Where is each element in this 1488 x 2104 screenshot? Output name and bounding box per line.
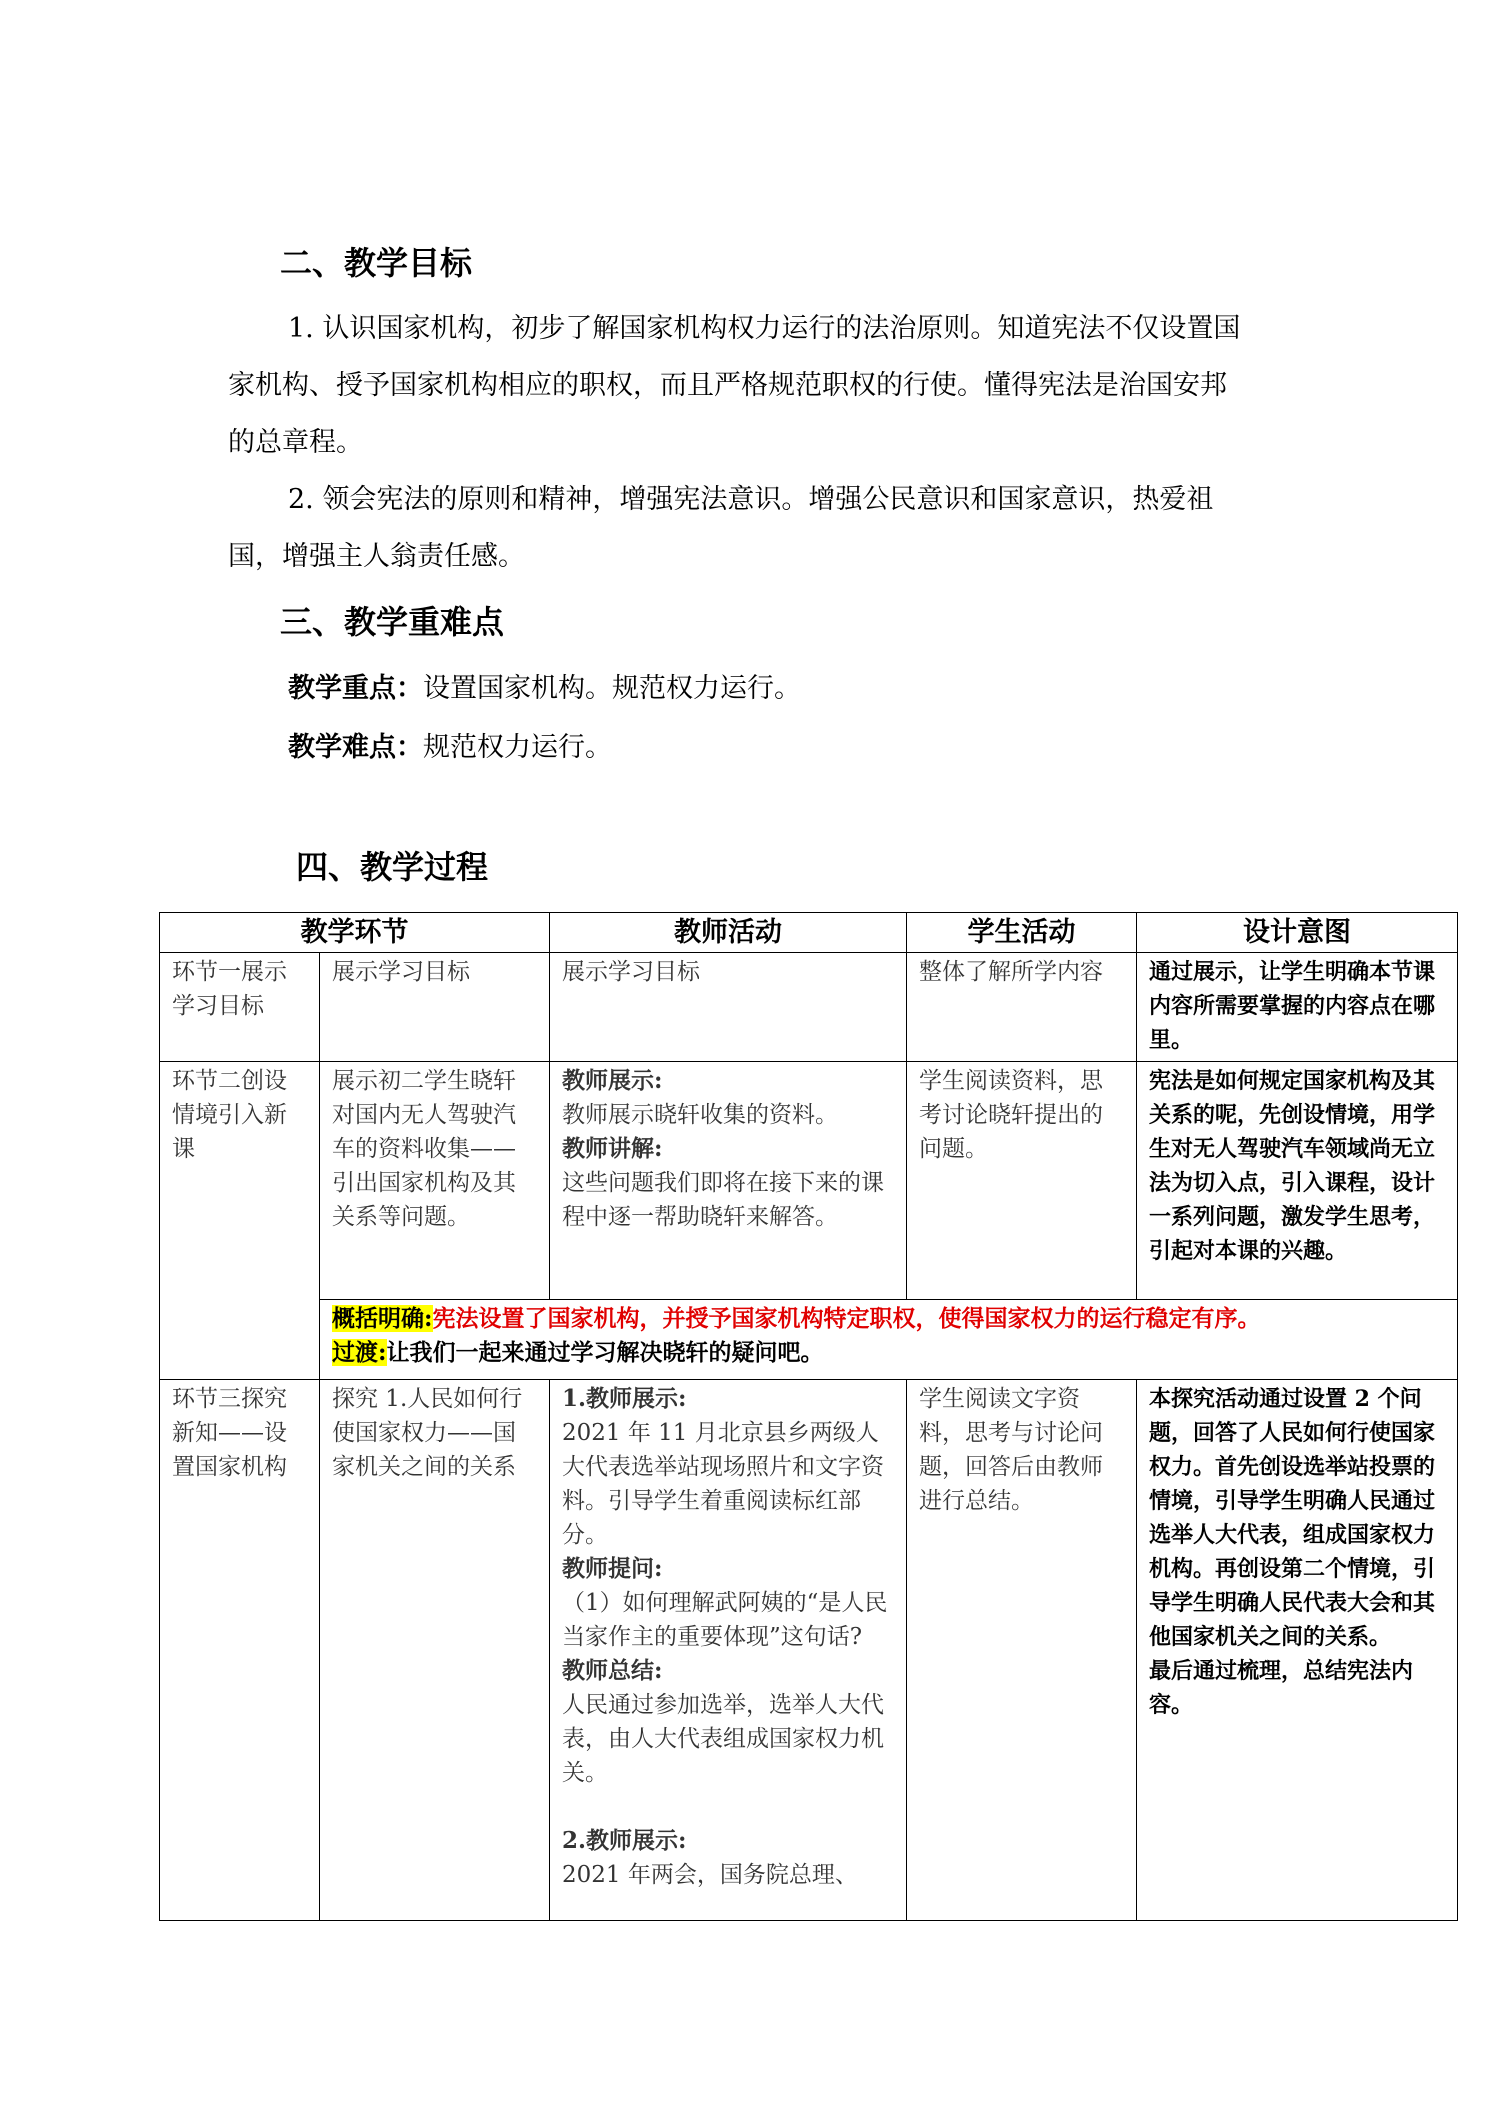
intent-cell: 通过展示，让学生明确本节课内容所需要掌握的内容点在哪里。 [1137,953,1458,1062]
summary-text: 宪法设置了国家机构，并授予国家机构特定职权，使得国家权力的运行稳定有序。 [432,1305,1261,1332]
header-student: 学生活动 [907,913,1137,953]
content-cell: 展示学习目标 [320,953,550,1062]
intent-text: 本探究活动通过设置 2 个问题，回答了人民如何行使国家权力。首先创设选举站投票的情境，引导学生明确人民通过选举人大代表，组成国家权力机构。再创设第二个情境，引导学生明确人民代表大会和其他国家机关之间的关系。 [1149,1386,1436,1650]
teacher-text: 人民通过参加选举，选举人大代表，由人大代表组成国家权力机关。 [562,1692,884,1786]
summary-cell [320,1300,1458,1380]
table-row [160,1300,1458,1380]
key-point [288,669,801,709]
table-row [160,1380,1458,1921]
section4-title: 四、教学过程 [296,848,489,886]
teacher-text: 2021 年 11 月北京县乡两级人大代表选举站现场照片和文字资料。引导学生着重阅读标红部分。 [562,1420,884,1548]
header-teacher: 教师活动 [550,913,907,953]
teacher-cell [550,1062,907,1300]
objective-2: 2. 领会宪法的原则和精神，增强宪法意识。增强公民意识和国家意识，热爱祖国，增强主人翁责任感。 [228,484,1214,572]
stage-cell: 环节三探究新知——设置国家机构 [160,1380,320,1921]
intent-cell: 宪法是如何规定国家机构及其关系的呢，先创设情境，用学生对无人驾驶汽车领域尚无立法为切入点，引入课程，设计一系列问题，激发学生思考，引起对本课的兴趣。 [1137,1062,1458,1300]
teacher-label: 1.教师展示: [562,1385,687,1412]
content-cell: 探究 1.人民如何行使国家权力——国家机关之间的关系 [320,1380,550,1921]
student-cell: 学生阅读文字资料，思考与讨论问题，回答后由教师进行总结。 [907,1380,1137,1921]
transition-line [332,1336,1445,1370]
difficulty-point [288,728,612,768]
stage-cell: 环节一展示学习目标 [160,953,320,1062]
teacher-label: 教师总结: [562,1657,663,1684]
header-stage: 教学环节 [160,913,550,953]
content-cell: 展示初二学生晓轩对国内无人驾驶汽车的资料收集——引出国家机构及其关系等问题。 [320,1062,550,1300]
teacher-text: 教师展示晓轩收集的资料。 [562,1102,838,1128]
student-cell: 学生阅读资料，思考讨论晓轩提出的问题。 [907,1062,1137,1300]
section3-title: 三、教学重难点 [280,603,505,641]
teacher-text: 这些问题我们即将在接下来的课程中逐一帮助晓轩来解答。 [562,1170,884,1230]
header-intent: 设计意图 [1137,913,1458,953]
transition-text: 让我们一起来通过学习解决晓轩的疑问吧。 [386,1339,824,1366]
intent-text: 最后通过梳理，总结宪法内容。 [1149,1658,1414,1718]
summary-line [332,1302,1445,1336]
teacher-label: 教师讲解: [562,1135,663,1162]
table-row [160,953,1458,1062]
teacher-text: （1）如何理解武阿姨的“是人民当家作主的重要体现”这句话? [562,1590,888,1650]
key-point-label: 教学重点： [288,673,423,704]
teacher-cell [550,1380,907,1921]
stage-cell: 环节二创设情境引入新课 [160,1062,320,1380]
difficulty-text: 规范权力运行。 [423,732,612,763]
teacher-label: 2.教师展示: [562,1827,687,1854]
difficulty-label: 教学难点： [288,732,423,763]
objective-1: 1. 认识国家机构，初步了解国家机构权力运行的法治原则。知道宪法不仅设置国家机构、授予国家机构相应的职权，而且严格规范职权的行使。懂得宪法是治国安邦的总章程。 [228,313,1241,458]
intent-cell [1137,1380,1458,1921]
table-row [160,1062,1458,1300]
teacher-cell: 展示学习目标 [550,953,907,1062]
teaching-process-table [159,912,1458,1921]
teacher-label: 教师提问: [562,1555,663,1582]
teacher-text: 2021 年两会，国务院总理、 [562,1862,858,1888]
teacher-label: 教师展示: [562,1067,663,1094]
section2-title: 二、教学目标 [280,244,473,282]
key-point-text: 设置国家机构。规范权力运行。 [423,673,801,704]
student-cell: 整体了解所学内容 [907,953,1137,1062]
transition-label: 过渡: [332,1339,387,1366]
summary-label: 概括明确: [332,1305,433,1332]
